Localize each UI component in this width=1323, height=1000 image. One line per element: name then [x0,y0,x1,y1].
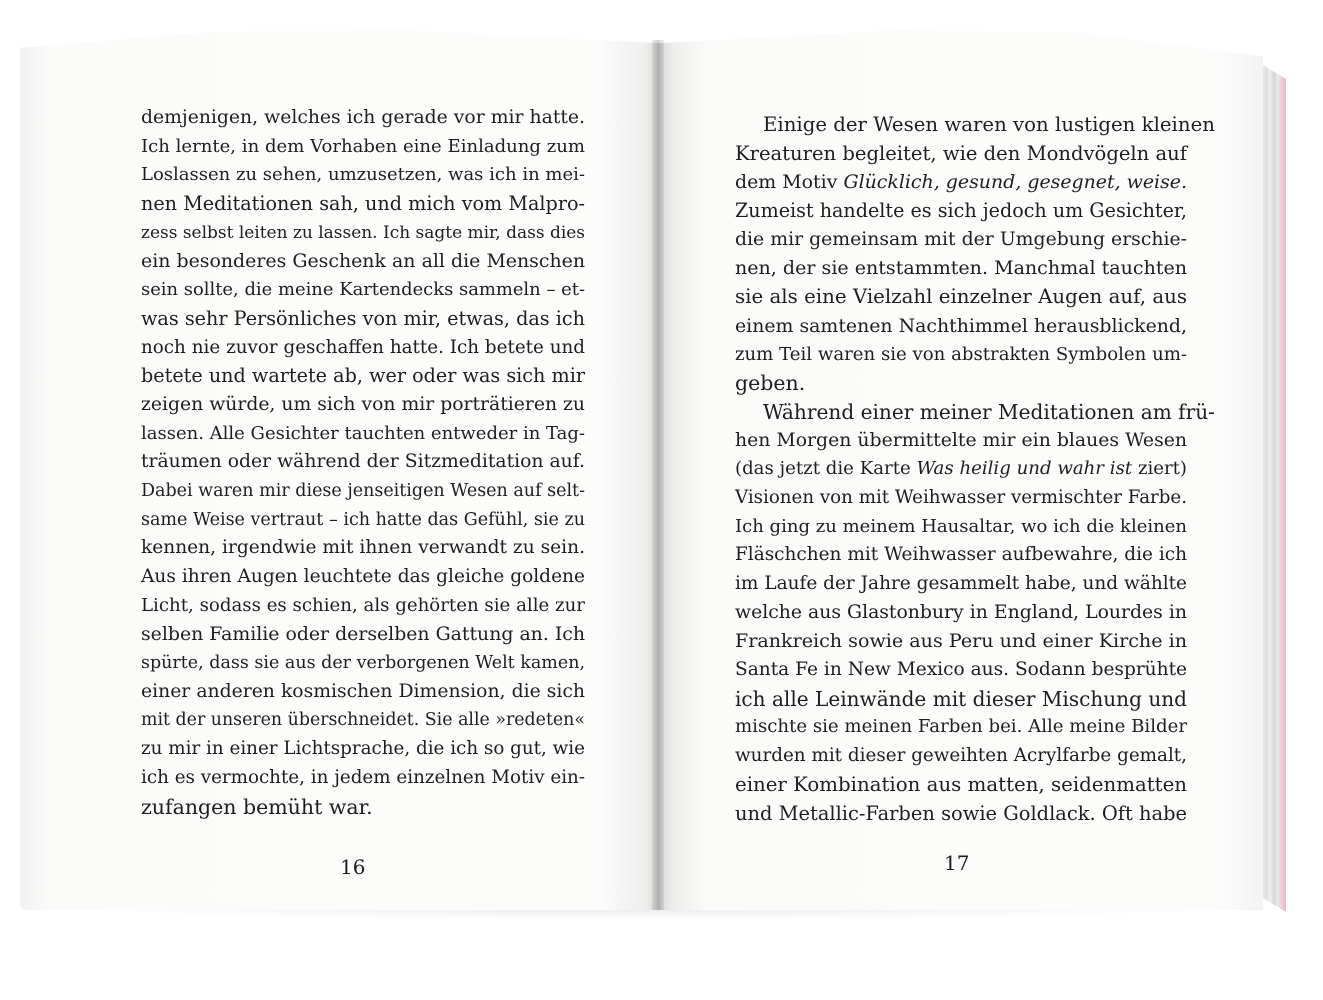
text-line: kennen, irgendwie mit ihnen verwandt zu sein. [141,537,585,559]
text-line: im Laufe der Jahre gesammelt habe, und wählte [735,573,1187,594]
text-line: Frankreich sowie aus Peru und einer Kirche in [735,629,1187,653]
text-line: spürte, dass sie aus der verborgenen Welt kamen, [141,653,585,674]
text-line: noch nie zuvor geschaffen hatte. Ich betete und [141,336,585,358]
text-line: Zumeist handelte es sich jedoch um Gesichter, [735,199,1187,223]
text-line: die mir gemeinsam mit der Umgebung erschie- [735,228,1187,250]
text-line: wurden mit dieser geweihten Acrylfarbe gemalt, [735,745,1187,767]
text-line: zum Teil waren sie von abstrakten Symbolen um- [735,343,1187,365]
text-line: Kreaturen begleitet, wie den Mondvögeln auf [735,141,1187,165]
text-line: zeigen würde, um sich von mir porträtieren zu [141,393,585,415]
text-line: träumen oder während der Sitzmeditation auf. [141,451,585,473]
text-run: (das jetzt die Karte [735,458,917,480]
right-page-text [735,111,1215,828]
text-line: zufangen bemüht war. [141,794,373,819]
text-line: welche aus Glastonbury in England, Lourdes in [735,601,1187,623]
text-line: Licht, sodass es schien, als gehörten sie alle zur [141,594,585,616]
text-line: Loslassen zu sehen, umzusetzen, was ich in mei- [141,164,585,186]
text-line: Santa Fe in New Mexico aus. Sodann besprühte [735,659,1187,681]
text-line: geben. [735,371,806,396]
text-line [735,455,1187,484]
left-page-text [141,104,585,821]
text-line: sein sollte, die meine Kartendecks sammeln – et- [141,279,585,301]
card-title-italic: Glücklich, gesund, gesegnet, weise. [843,171,1187,194]
text-line: Aus ihren Augen leuchtete das gleiche goldene [141,566,585,587]
text-line: ich es vermochte, in jedem einzelnen Motiv ein- [141,766,585,788]
text-line: Ich lernte, in dem Vorhaben eine Einladung zum [141,135,585,157]
text-line: nen Meditationen sah, und mich vom Malpro- [141,192,585,216]
text-line: Ich ging zu meinem Hausaltar, wo ich die kleinen [735,515,1187,537]
text-line: betete und wartete ab, wer oder was sich mir [141,364,585,388]
text-line: zu mir in einer Lichtsprache, die ich so gut, wie [141,738,585,760]
text-line: Fläschchen mit Weihwasser aufbewahre, die ich [735,544,1187,566]
text-line: lassen. Alle Gesichter tauchten entweder in Tag- [141,422,585,444]
text-line: same Weise vertraut – ich hatte das Gefühl, sie zu [141,509,585,530]
text-line: mit der unseren überschneidet. Sie alle »redeten« [141,710,585,731]
book-gutter [652,40,664,910]
text-line: selben Familie oder derselben Gattung an. Ich [141,623,585,646]
text-line: Dabei waren mir diese jenseitigen Wesen auf selt- [141,480,585,501]
text-line: demjenigen, welches ich gerade vor mir hatte. [141,107,585,128]
text-run: ziert) [1132,458,1188,480]
text-line: Einige der Wesen waren von lustigen kleinen [763,113,1215,136]
text-line: Visionen von mit Weihwasser vermischter Farbe. [735,486,1187,508]
text-line: was sehr Persönliches von mir, etwas, das ich [141,306,585,330]
text-line [735,168,1187,197]
text-line: Während einer meiner Meditationen am frü- [763,399,1215,424]
page-number-left: 16 [340,855,366,879]
text-line: einer anderen kosmischen Dimension, die sich [141,680,585,702]
text-line: hen Morgen übermittelte mir ein blaues Wesen [735,429,1187,451]
text-line: einem samtenen Nachthimmel herausblickend, [735,314,1187,337]
page-number-right: 17 [944,851,970,875]
text-line: nen, der sie entstammten. Manchmal tauchten [735,257,1187,280]
text-line: sie als eine Vielzahl einzelner Augen auf, aus [735,285,1187,309]
text-run: dem Motiv [735,171,844,194]
text-line: ich alle Leinwände mit dieser Mischung und [735,686,1187,711]
text-line: zess selbst leiten zu lassen. Ich sagte mir, dass dies [141,222,585,243]
card-title-italic: Was heilig und wahr ist [916,458,1133,480]
text-line: einer Kombination aus matten, seidenmatten [735,772,1187,796]
text-line: ein besonderes Geschenk an all die Menschen [141,250,585,273]
text-line: mischte sie meinen Farben bei. Alle meine Bilder [735,716,1187,738]
text-line: und Metallic-Farben sowie Goldlack. Oft habe [735,801,1187,825]
